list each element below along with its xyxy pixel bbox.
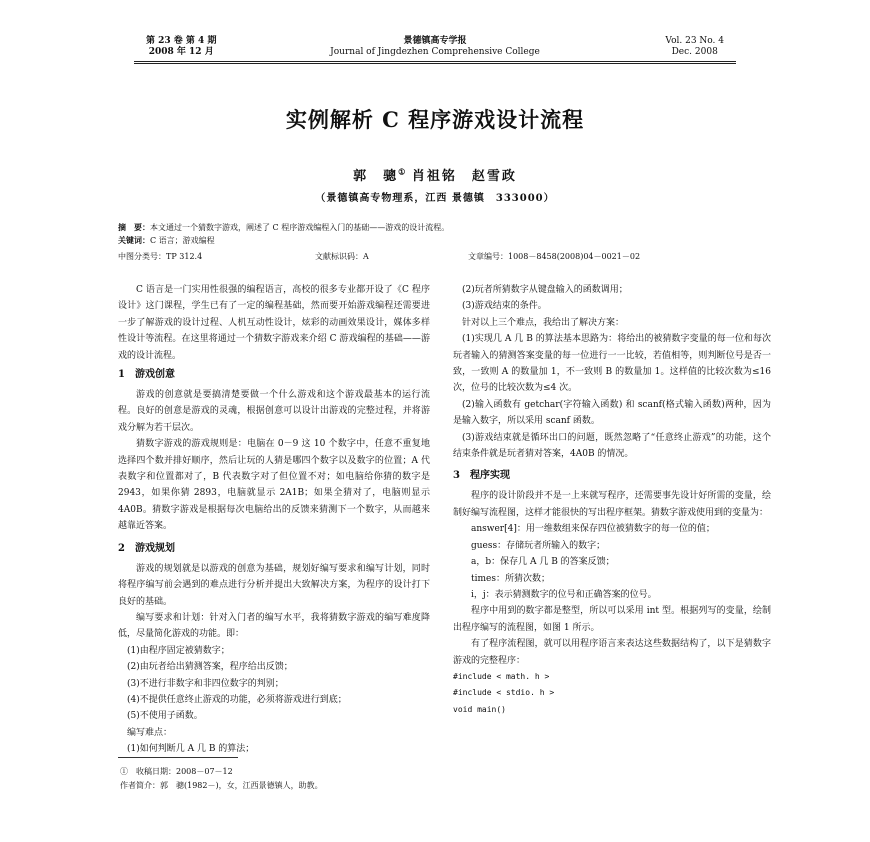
- section-2-paragraph-1: 游戏的规划就是以游戏的创意为基础，规划好编写要求和编写计划，同时将程序编写前会遇到的难点进行分析并提出大致解决方案，为程序的设计打下良好的基础。: [118, 563, 430, 607]
- section-3-paragraph-3: 有了程序流程图，就可以用程序语言来表达这些数据结构了，以下是猜数字游戏的完整程序：: [453, 639, 771, 666]
- abstract-block: [118, 221, 758, 247]
- keywords: [118, 234, 758, 247]
- footnote: [120, 765, 520, 793]
- variable-item: guess：存储玩者所输入的数字；: [471, 540, 606, 551]
- variable-item: answer[4]：用一维数组来保存四位被猜数字的每一位的值；: [471, 524, 715, 535]
- solution-1: (1)实现几 A 几 B 的算法基本思路为：将给出的被猜数字变量的每一位和每次玩者输入的猜测答案变量的每一位进行一一比较，若值相等，则判断位号是否一致，一致则 A 的数量加 1，不一致则 B 的数量加 1。这样值的比较次数为≤16 次，位号的比较次数为≤4 次。: [453, 334, 771, 394]
- difficulty-item: (2)玩者所猜数字从键盘输入的函数调用；: [462, 285, 628, 295]
- difficulty-item: (3)游戏结束的条件。: [462, 301, 547, 312]
- clc-number: 中图分类号：TP 312.4: [118, 252, 203, 261]
- section-1-heading: 1 游戏创意: [118, 369, 175, 381]
- difficulty-label: 编写难点：: [127, 727, 173, 738]
- issue-date-en: Dec. 2008: [671, 47, 718, 57]
- header-rule-bottom: [134, 63, 736, 64]
- section-3-heading: 3 程序实现: [453, 470, 510, 482]
- volume-issue: 第 23 卷 第 4 期: [146, 36, 217, 46]
- requirement-item: (3)不进行非数字和非四位数字的判别；: [127, 678, 284, 689]
- section-3-paragraph-2: 程序中用到的数字都是整型，所以可以采用 int 型。根据列写的变量，绘制出程序编写的流程图，如图 1 所示。: [453, 606, 771, 633]
- keywords-label: 关键词：: [118, 235, 150, 245]
- solution-intro: 针对以上三个难点，我给出了解决方案：: [462, 317, 625, 328]
- article-number: 文章编号：1008－8458(2008)04－0021－02: [468, 252, 641, 261]
- variable-item: times：所猜次数；: [471, 573, 550, 584]
- solution-3: (3)游戏结束就是循环出口的问题，既然忽略了“任意终止游戏”的功能，这个结束条件就是玩者猜对答案，4A0B 的情况。: [453, 432, 771, 460]
- journal-header: [146, 36, 724, 58]
- abstract-label: 摘 要：: [118, 222, 150, 232]
- code-line: void main(): [453, 704, 506, 714]
- issue-date: 2008 年 12 月: [148, 47, 214, 57]
- author-1: 郭 骢: [353, 169, 399, 184]
- right-column: [453, 282, 771, 718]
- author-1-footnote-mark: ①: [398, 166, 406, 177]
- header-rule-top: [134, 61, 736, 62]
- journal-name-en: Journal of Jingdezhen Comprehensive College: [330, 47, 540, 57]
- author-2-3: 肖祖铭 赵雪政: [411, 169, 517, 184]
- variable-item: i，j：表示猜测数字的位号和正确答案的位号。: [471, 589, 657, 600]
- variable-item: a，b：保存几 A 几 B 的答案反馈；: [471, 557, 615, 568]
- left-column: [118, 282, 430, 758]
- section-1-paragraph-1: 游戏的创意就是要搞清楚要做一个什么游戏和这个游戏最基本的运行流程。良好的创意是游戏的灵魂，根据创意可以设计出游戏的完整过程，并将游戏分解为若干层次。: [118, 390, 430, 433]
- requirement-item: (2)由玩者给出猜测答案，程序给出反馈；: [127, 662, 293, 673]
- section-3-paragraph-1: 程序的设计阶段并不是一上来就写程序，还需要事先设计好所需的变量，绘制好编写流程图，这样才能很快的写出程序框架。猜数字游戏使用到的变量为：: [453, 491, 771, 518]
- requirement-item: (5)不使用子函数。: [127, 711, 203, 722]
- section-2-paragraph-2: 编写要求和计划：针对入门者的编写水平，我将猜数字游戏的编写难度降低，尽量简化游戏的功能。即：: [118, 612, 430, 640]
- section-1-paragraph-2: 猜数字游戏的游戏规则是：电脑在 0－9 这 10 个数字中，任意不重复地选择四个数并排好顺序，然后让玩的人猜是哪四个数字以及数字的位置；A 代表数字和位置都对了，B 代表数字对了但位置不对；如电脑给你猜的数字是 2943，如果你猜 2893，电脑就显示 2A1B；如果全猜对了，电脑则显示 4A0B。猜数字游戏是根据每次电脑给出的反馈来猜测下一个数字，从而越来越靠近答案。: [118, 439, 430, 532]
- keywords-text: C 语言；游戏编程: [150, 236, 215, 245]
- footnote-divider: [118, 757, 238, 758]
- paper-title: 实例解析 C 程序游戏设计流程: [285, 107, 585, 132]
- volume-issue-en: Vol. 23 No. 4: [665, 36, 724, 46]
- requirement-item: (1)由程序固定被猜数字；: [127, 645, 230, 656]
- abstract: [118, 221, 758, 234]
- classification-line: [118, 251, 758, 263]
- affiliation: （景德镇高专物理系，江西 景德镇 333000）: [315, 193, 555, 204]
- intro-paragraph: C 语言是一门实用性很强的编程语言，高校的很多专业都开设了《C 程序设计》这门课程，学生已有了一定的编程基础，然而要开始游戏编程还需要进一步了解游戏的设计过程、人机互动性设计，炫彩的动画效果设计，媒体多样性设计等流程。在这里将通过一个猜数字游戏来介绍 C 游戏编程的基础——游戏的设计流程。: [118, 285, 430, 361]
- code-line: #include < stdio. h >: [453, 688, 555, 698]
- header-right: [665, 36, 724, 58]
- abstract-text: 本文通过一个猜数字游戏，阐述了 C 程序游戏编程入门的基础——游戏的设计流程。: [150, 223, 450, 232]
- requirement-item: (4)不提供任意终止游戏的功能，必须将游戏进行到底；: [127, 694, 347, 705]
- difficulty-item: (1)如何判断几 A 几 B 的算法；: [127, 744, 255, 755]
- document-code: 文献标识码：A: [315, 252, 369, 261]
- author-bio: 作者简介：郭 骢(1982－)，女，江西景德镇人，助教。: [120, 781, 323, 790]
- header-center: [146, 36, 724, 58]
- journal-name-cn: 景德镇高专学报: [403, 36, 467, 46]
- section-2-heading: 2 游戏规划: [118, 542, 175, 554]
- code-line: #include < math. h >: [453, 671, 550, 681]
- author-list: [0, 165, 870, 184]
- solution-2: (2)输入函数有 getchar(字符输入函数) 和 scanf(格式输入函数)两种，因为是输入数字，所以采用 scanf 函数。: [453, 399, 771, 427]
- received-date: ① 收稿日期：2008－07－12: [120, 767, 233, 776]
